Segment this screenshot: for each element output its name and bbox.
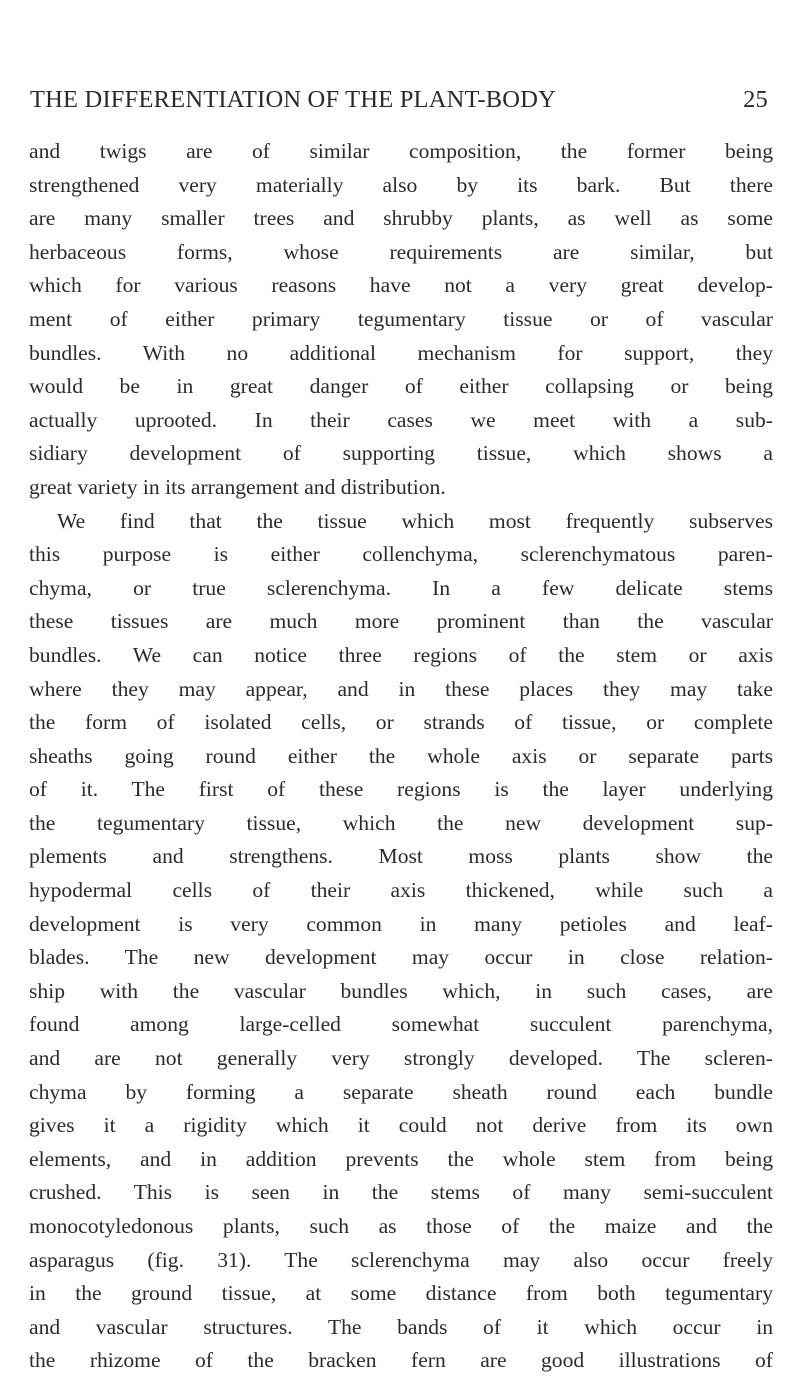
text-line: in the ground tissue, at some distance from both tegumentary: [29, 1281, 773, 1306]
text-line: bundles. With no additional mechanism for support, they: [29, 340, 773, 365]
text-line: and are not generally very strongly developed. The scleren-: [29, 1046, 773, 1071]
text-line: ship with the vascular bundles which, in such cases, are: [29, 978, 773, 1003]
text-line: asparagus (fig. 31). The sclerenchyma may also occur freely: [29, 1247, 773, 1272]
text-line: found among large-celled somewhat succulent parenchyma,: [29, 1012, 773, 1037]
running-head: [30, 86, 768, 120]
text-line: of it. The first of these regions is the layer underlying: [29, 777, 773, 802]
text-line: sidiary development of supporting tissue, which shows a: [29, 441, 773, 466]
text-line: the rhizome of the bracken fern are good illustrations of: [29, 1348, 773, 1373]
text-line: chyma by forming a separate sheath round each bundle: [29, 1079, 773, 1104]
text-line: and vascular structures. The bands of it which occur in: [29, 1314, 773, 1339]
text-line: where they may appear, and in these places they may take: [29, 676, 773, 701]
text-line: blades. The new development may occur in close relation-: [29, 945, 773, 970]
text-line: ment of either primary tegumentary tissue or of vascular: [29, 306, 773, 331]
text-line: development is very common in many petioles and leaf-: [29, 911, 773, 936]
text-line: strengthened very materially also by its bark. But there: [29, 172, 773, 197]
text-line: herbaceous forms, whose requirements are similar, but: [29, 239, 773, 264]
text-line: plements and strengthens. Most moss plants show the: [29, 844, 773, 869]
text-line: would be in great danger of either collapsing or being: [29, 374, 773, 399]
running-head-title: THE DIFFERENTIATION OF THE PLANT-BODY: [30, 86, 556, 113]
text-line: chyma, or true sclerenchyma. In a few delicate stems: [29, 575, 773, 600]
text-line: hypodermal cells of their axis thickened, while such a: [29, 878, 773, 903]
text-line: these tissues are much more prominent than the vascular: [29, 609, 773, 634]
text-line: great variety in its arrangement and distribution.: [29, 474, 446, 499]
text-line: are many smaller trees and shrubby plants, as well as some: [29, 206, 773, 231]
text-line: and twigs are of similar composition, the former being: [29, 139, 773, 163]
text-line: monocotyledonous plants, such as those of the maize and the: [29, 1214, 773, 1238]
page-number: 25: [743, 86, 768, 113]
text-line: which for various reasons have not a very great develop-: [29, 273, 773, 298]
text-line: gives it a rigidity which it could not derive from its own: [29, 1113, 773, 1138]
body-text: [29, 135, 773, 1378]
text-line: crushed. This is seen in the stems of many semi-succulent: [29, 1180, 773, 1205]
text-line: actually uprooted. In their cases we meet with a sub-: [29, 407, 773, 432]
text-line: sheaths going round either the whole axis or separate parts: [29, 743, 773, 768]
text-line: the form of isolated cells, or strands of tissue, or complete: [29, 710, 773, 735]
text-line: We find that the tissue which most frequently subserves: [57, 508, 773, 533]
text-line: this purpose is either collenchyma, sclerenchymatous paren-: [29, 542, 773, 567]
text-line: elements, and in addition prevents the whole stem from being: [29, 1146, 773, 1171]
text-line: the tegumentary tissue, which the new development sup-: [29, 810, 773, 835]
text-line: bundles. We can notice three regions of the stem or axis: [29, 642, 773, 667]
